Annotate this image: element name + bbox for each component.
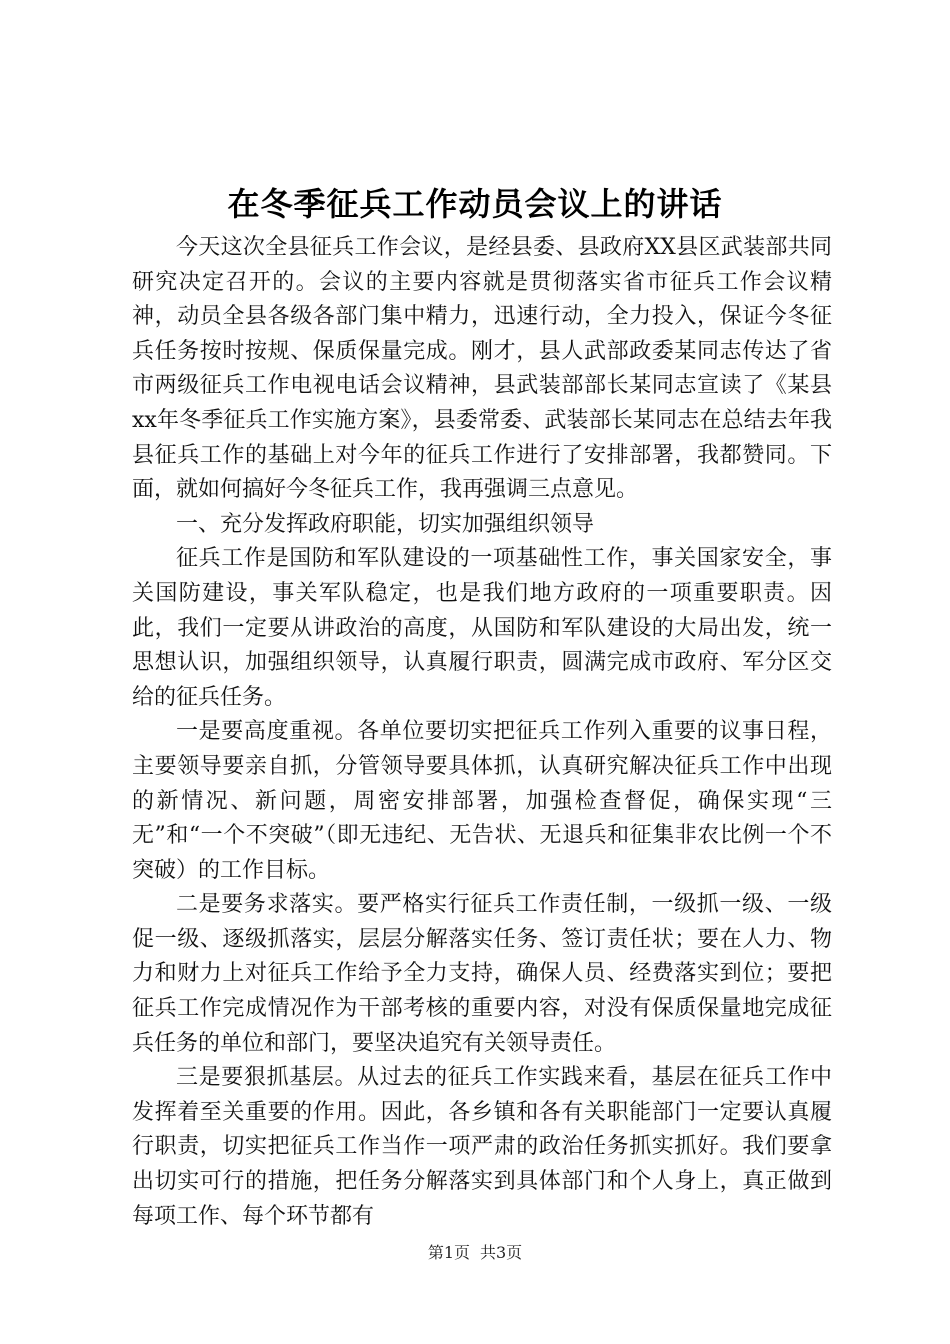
paragraph-point-1: 一是要高度重视。各单位要切实把征兵工作列入重要的议事日程，主要领导要亲自抓，分管领导要具体抓，认真研究解决征兵工作中出现的新情况、新问题，周密安排部署，加强检查督促，确保实现“三无”和“一个不突破”（即无违纪、无告状、无退兵和征集非农比例一个不突破）的工作目标。	[132, 719, 832, 883]
paragraph-point-2: 二是要务求落实。要严格实行征兵工作责任制，一级抓一级、一级促一级、逐级抓落实，层层分解落实任务、签订责任状；要在人力、物力和财力上对征兵工作给予全力支持，确保人员、经费落实到位；要把征兵工作完成情况作为干部考核的重要内容，对没有保质保量地完成征兵任务的单位和部门，要坚决追究有关领导责任。	[132, 892, 832, 1056]
page-number: 第1页	[427, 1243, 470, 1262]
document-body	[132, 231, 832, 1234]
paragraph-section-1: 征兵工作是国防和军队建设的一项基础性工作，事关国家安全，事关国防建设，事关军队稳定，也是我们地方政府的一项重要职责。因此，我们一定要从讲政治的高度，从国防和军队建设的大局出发，统一思想认识，加强组织领导，认真履行职责，圆满完成市政府、军分区交给的征兵任务。	[132, 546, 832, 710]
document-title: 在冬季征兵工作动员会议上的讲话	[227, 185, 723, 223]
section-heading-1: 一、充分发挥政府职能，切实加强组织领导	[176, 511, 595, 537]
paragraph-intro: 今天这次全县征兵工作会议，是经县委、县政府XX县区武装部共同研究决定召开的。会议的主要内容就是贯彻落实省市征兵工作会议精神，动员全县各级各部门集中精力，迅速行动，全力投入，保证今冬征兵任务按时按规、保质保量完成。刚才，县人武部政委某同志传达了省市两级征兵工作电视电话会议精神，县武装部部长某同志宣读了《某县xx年冬季征兵工作实施方案》，县委常委、武装部长某同志在总结去年我县征兵工作的基础上对今年的征兵工作进行了安排部署，我都赞同。下面，就如何搞好今冬征兵工作，我再强调三点意见。	[132, 235, 832, 503]
page-total: 共3页	[480, 1243, 523, 1262]
page-footer	[0, 1242, 950, 1264]
paragraph-point-3: 三是要狠抓基层。从过去的征兵工作实践来看，基层在征兵工作中发挥着至关重要的作用。因此，各乡镇和各有关职能部门一定要认真履行职责，切实把征兵工作当作一项严肃的政治任务抓实抓好。我们要拿出切实可行的措施，把任务分解落实到具体部门和个人身上，真正做到每项工作、每个环节都有	[132, 1065, 832, 1229]
